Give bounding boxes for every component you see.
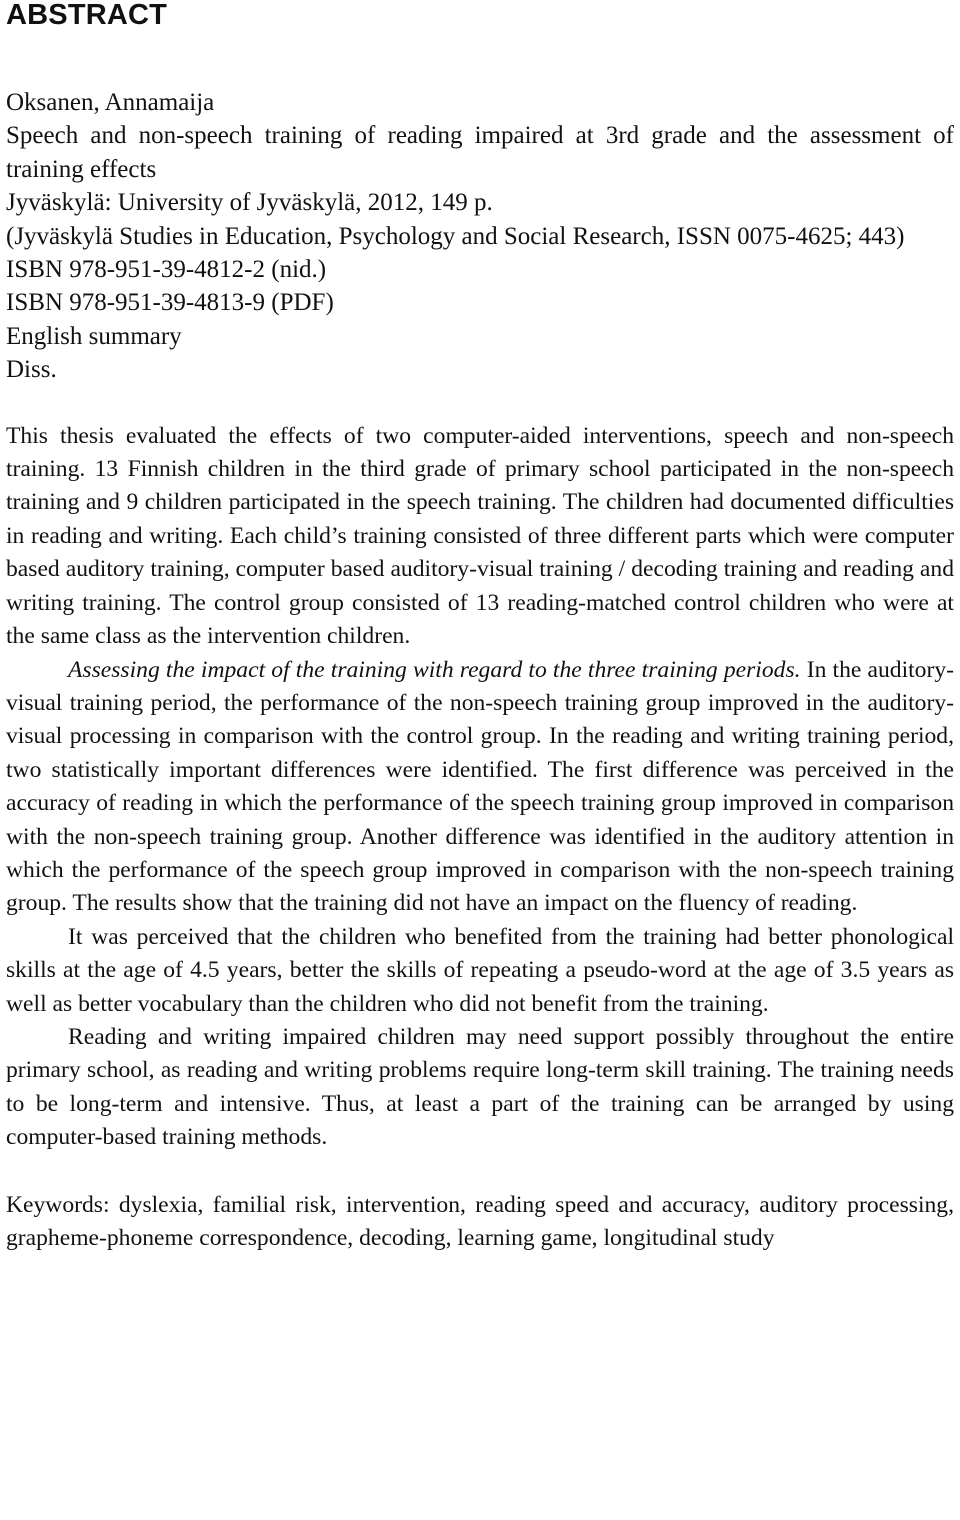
publication-type: Diss. — [6, 356, 57, 384]
bibliographic-info — [6, 86, 954, 387]
publisher: Jyväskylä: University of Jyväskylä, 2012, 149 p. — [6, 189, 493, 217]
abstract-paragraph-3: It was perceived that the children who benefited from the training had better phonological skills at the age of 4.5 years, better the skills of repeating a pseudo-word at the age of 3.5 years as well as better vocabulary than the children who did not benefit from the training. — [6, 923, 954, 1017]
isbn-print: ISBN 978-951-39-4812-2 (nid.) — [6, 256, 327, 284]
document-page — [6, 0, 954, 1255]
isbn-pdf: ISBN 978-951-39-4813-9 (PDF) — [6, 289, 334, 317]
keywords: Keywords: dyslexia, familial risk, intervention, reading speed and accuracy, auditory processing, grapheme-phoneme correspondence, decoding, learning game, longitudinal study — [6, 1191, 954, 1251]
page-title: ABSTRACT — [6, 0, 168, 31]
abstract-paragraph-1: This thesis evaluated the effects of two computer-aided interventions, speech and non-speech training. 13 Finnish children in the third grade of primary school participated in the non-speech training and 9 children participated in the speech training. The children had documented difficulties in reading and writing. Each child’s training consisted of three different parts which were computer based auditory training, computer based auditory-visual training / decoding training and reading and writing training. The control group consisted of 13 reading-matched control children who were at the same class as the intervention children. — [6, 422, 954, 650]
author: Oksanen, Annamaija — [6, 89, 215, 116]
language-note: English summary — [6, 322, 182, 350]
abstract-paragraph-4: Reading and writing impaired children may need support possibly throughout the entire primary school, as reading and writing problems require long-term skill training. The training needs to be long-term and intensive. Thus, at least a part of the training can be arranged by using computer-based training methods. — [6, 1023, 954, 1151]
series: (Jyväskylä Studies in Education, Psychology and Social Research, ISSN 0075-4625; 443) — [6, 222, 905, 250]
paragraph-2-text: In the auditory-visual training period, the performance of the non-speech training group improved in the auditory-visual processing in comparison with the control group. In the reading and writing training period, two statistically important differences were identified. The first difference was perceived in the accuracy of reading in which the performance of the speech training group improved in comparison with the non-speech training group. Another difference was identified in the auditory attention in which the performance of the speech group improved in comparison with the non-speech training group. The results show that the training did not have an impact on the fluency of reading. — [6, 656, 954, 917]
abstract-body — [6, 420, 954, 1155]
paragraph-2-italic-lead: Assessing the impact of the training with regard to the three training periods. — [68, 656, 801, 683]
thesis-title: Speech and non-speech training of reading impaired at 3rd grade and the assessment of training effects — [6, 122, 954, 183]
abstract-paragraph-2 — [6, 654, 954, 921]
